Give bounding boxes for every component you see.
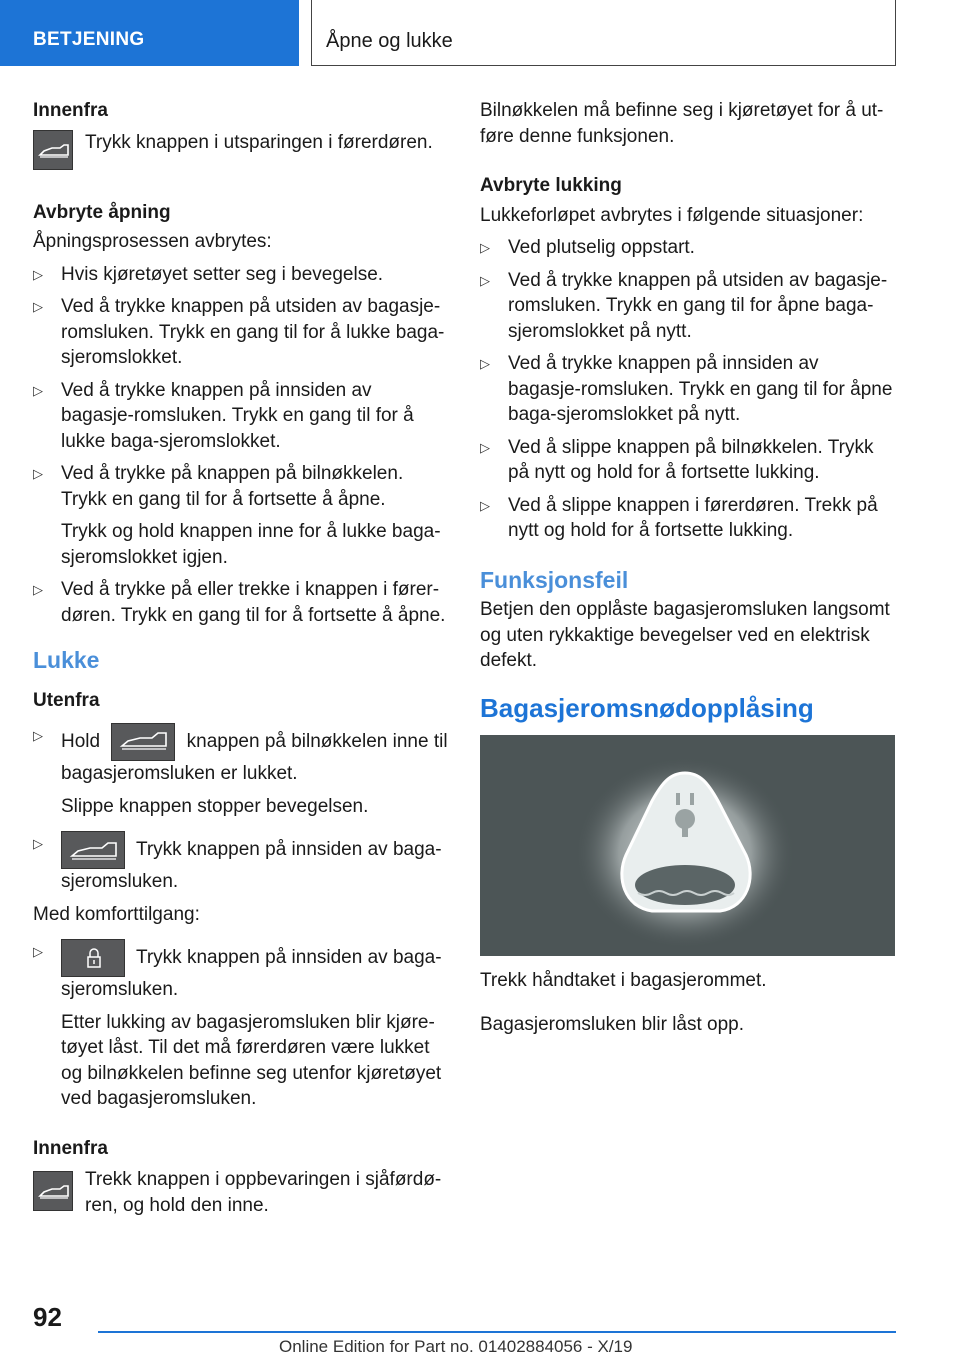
tailgate-car-icon: [111, 723, 175, 761]
right-intro: Bilnøkkelen må befinne seg i kjøretøyet for å ut-føre denne funksjonen.: [480, 100, 884, 147]
list-item: ▷ Ved å slippe knappen på bilnøkkelen. Trykk på nytt og hold for å fortsette lukking.: [480, 435, 896, 486]
footer-divider: [98, 1331, 896, 1333]
left-column: [33, 98, 448, 1218]
edition-footer: Online Edition for Part no. 01402884056 - X/19: [279, 1337, 633, 1356]
lukking-list: [480, 235, 896, 544]
list-item: ▷ Ved å trykke knappen på innsiden av bagasje-romsluken. Trykk en gang til for å lukke baga-sjeromslokket.: [33, 378, 448, 455]
page-number: 92: [33, 1302, 62, 1332]
innenfra-heading: Innenfra: [33, 100, 108, 121]
innenfra2-text: Trekk knappen i oppbevaringen i sjåførdø-ren, og hold den inne.: [85, 1169, 442, 1216]
noedopplaasing-heading: Bagasjeromsnødopplåsing: [480, 692, 814, 723]
innenfra-text: Trykk knappen i utsparingen i førerdøren.: [85, 131, 433, 153]
utenfra-heading: Utenfra: [33, 689, 100, 711]
avbryte-aapning-intro: Åpningsprosessen avbrytes:: [33, 231, 272, 252]
innenfra2-heading: Innenfra: [33, 1137, 108, 1159]
avbryte-lukking-heading: Avbryte lukking: [480, 175, 622, 196]
list-item-continuation: Etter lukking av bagasjeromsluken blir kjøre-tøyet låst. Til det må førerdøren være lukket og bilnøkkelen befinne seg utenfor kjøretøyet ved bagasjeromsluken.: [61, 1011, 442, 1109]
tailgate-car-icon: [33, 130, 73, 170]
innenfra2-row: [33, 1167, 448, 1218]
innenfra-row: [33, 130, 448, 170]
list-item: ▷ Ved plutselig oppstart.: [480, 235, 896, 261]
list-item: ▷ Hvis kjøretøyet setter seg i bevegelse.: [33, 262, 448, 288]
emergency-release-handle-icon: [480, 735, 895, 956]
lock-icon: [61, 939, 125, 977]
emergency-release-photo: [480, 735, 895, 956]
chapter-tab: [0, 0, 299, 66]
funksjonsfeil-text: Betjen den opplåste bagasjeromsluken langsomt og uten rykkaktige bevegelser ved en elektrisk defekt.: [480, 599, 890, 671]
list-item: ▷ Ved å trykke på eller trekke i knappen i fører-døren. Trykk en gang til for å fortsette å åpne.: [33, 577, 448, 628]
section-header: [311, 0, 896, 66]
list-item: ▷ Ved å trykke knappen på innsiden av bagasje-romsluken. Trykk en gang til for åpne baga-sjeromslokket på nytt.: [480, 351, 896, 428]
avbryte-lukking-intro: Lukkeforløpet avbrytes i følgende situasjoner:: [480, 204, 864, 226]
tailgate-car-icon: [33, 1171, 73, 1211]
caption-2: Bagasjeromsluken blir låst opp.: [480, 1013, 745, 1035]
list-item: ▷ Trykk knappen på innsiden av baga-sjeromsluken.: [33, 831, 448, 895]
lukke-heading: Lukke: [33, 647, 100, 673]
avbryte-aapning-heading: Avbryte åpning: [33, 201, 171, 223]
komfort-list: [33, 939, 448, 1112]
chapter-label: BETJENING: [33, 29, 145, 50]
section-title: Åpne og lukke: [326, 30, 453, 52]
utenfra-list: [33, 723, 448, 895]
funksjonsfeil-heading: Funksjonsfeil: [480, 566, 629, 593]
komfort-label: Med komforttilgang:: [33, 903, 200, 925]
list-item: ▷ Ved å trykke knappen på utsiden av bagasje-romsluken. Trykk en gang til for åpne baga-sjeromslokket på nytt.: [480, 268, 896, 345]
list-item: ▷ Ved å trykke knappen på utsiden av bagasje-romsluken. Trykk en gang til for å lukke baga-sjeromslokket.: [33, 294, 448, 371]
aapning-list: [33, 262, 448, 629]
tailgate-car-icon: [61, 831, 125, 869]
list-item: ▷ Trykk knappen på innsiden av baga-sjeromsluken. Etter lukking av bagasjeromsluken blir kjøre-tøyet låst. Til det må førerdøren være lukket og bilnøkkelen befinne seg utenfor kjøretøyet ved bagasjeromsluken.: [33, 939, 448, 1112]
list-item: ▷ Ved å slippe knappen i førerdøren. Trekk på nytt og hold for å fortsette lukking.: [480, 493, 896, 544]
list-item-continuation: Trykk og hold knappen inne for å lukke baga-sjeromslokket igjen.: [61, 521, 441, 568]
list-item: ▷ Hold knappen på bilnøkkelen inne til bagasjeromsluken er lukket. Slippe knappen stopper bevegelsen.: [33, 723, 448, 819]
list-item: ▷ Ved å trykke på knappen på bilnøkkelen. Trykk en gang til for å fortsette å åpne. Trykk og hold knappen inne for å lukke baga-sjeromslokket igjen.: [33, 461, 448, 570]
right-column: [480, 98, 896, 1037]
caption-1: Trekk håndtaket i bagasjerommet.: [480, 970, 767, 991]
list-item-continuation: Slippe knappen stopper bevegelsen.: [61, 795, 369, 817]
